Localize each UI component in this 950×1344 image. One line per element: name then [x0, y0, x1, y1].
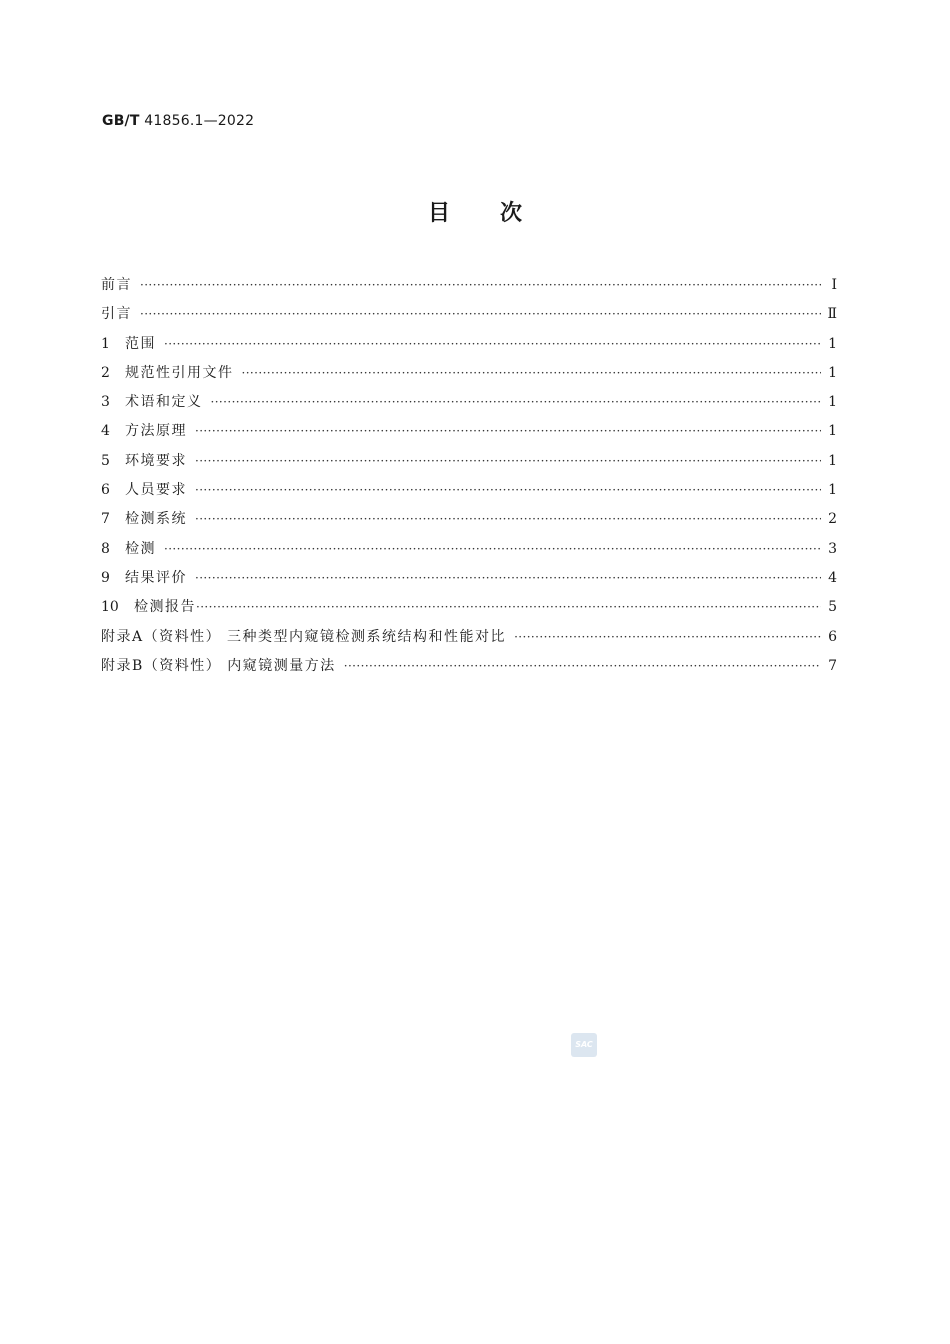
toc-item-report[interactable]: [101, 595, 837, 624]
toc-item-page: 6: [828, 628, 837, 645]
toc-item-number: 6: [101, 482, 110, 499]
page-title: 目次: [427, 201, 572, 226]
toc-item-annex-b[interactable]: [101, 654, 837, 683]
toc-item-normative-references[interactable]: [101, 361, 837, 390]
toc-item-page: Ⅰ: [831, 277, 837, 293]
toc-item-personnel[interactable]: [101, 478, 837, 507]
toc-item-text: 前言: [101, 277, 132, 293]
toc-item-number: 2: [101, 364, 110, 381]
toc-leader-dots: [164, 537, 821, 561]
toc-item-number: 3: [101, 394, 110, 411]
toc-item-number: 7: [101, 511, 110, 528]
watermark-text: SAC: [575, 1040, 593, 1049]
toc-item-page: 1: [828, 335, 837, 352]
toc-item-page: 1: [828, 482, 837, 499]
toc-item-foreword[interactable]: [101, 273, 837, 302]
toc-item-text: 检测系统: [125, 511, 187, 528]
toc-item-page: 1: [828, 394, 837, 411]
toc-item-inspection-system[interactable]: [101, 507, 837, 536]
toc-item-page: 5: [828, 599, 837, 616]
toc-item-text: 检测报告: [134, 599, 196, 616]
toc-item-scope[interactable]: [101, 332, 837, 361]
toc-item-text: 附录A（资料性） 三种类型内窥镜检测系统结构和性能对比: [101, 628, 507, 645]
toc-leader-dots: [514, 625, 821, 649]
toc-item-page: 2: [828, 511, 837, 528]
toc-leader-dots: [195, 478, 821, 502]
toc-leader-dots: [164, 332, 821, 356]
toc-item-introduction[interactable]: [101, 302, 837, 331]
sac-watermark-logo: [571, 1033, 597, 1057]
toc-item-page: 7: [828, 657, 837, 674]
toc-item-text: 引言: [101, 306, 132, 323]
standard-code: [102, 113, 254, 129]
toc-leader-dots: [211, 390, 822, 414]
standard-number: 41856.1—2022: [144, 113, 255, 129]
toc-item-text: 检测: [125, 540, 156, 557]
toc-item-text: 人员要求: [125, 482, 187, 499]
toc-item-number: 1: [101, 335, 110, 352]
toc-leader-dots: [195, 449, 821, 473]
toc-leader-dots: [196, 595, 821, 619]
toc-item-number: 9: [101, 569, 110, 586]
toc-item-number: 5: [101, 452, 110, 469]
toc-item-text: 范围: [125, 335, 156, 352]
table-of-contents: [101, 273, 837, 683]
toc-item-page: Ⅱ: [827, 306, 837, 323]
toc-item-environment[interactable]: [101, 449, 837, 478]
toc-leader-dots: [140, 273, 821, 297]
toc-item-number: 10: [101, 599, 119, 616]
toc-item-text: 附录B（资料性） 内窥镜测量方法: [101, 657, 336, 674]
toc-item-page: 1: [828, 364, 837, 381]
toc-item-evaluation[interactable]: [101, 566, 837, 595]
toc-item-annex-a[interactable]: [101, 625, 837, 654]
toc-item-number: 4: [101, 423, 110, 440]
toc-item-text: 术语和定义: [125, 394, 203, 411]
toc-item-method-principle[interactable]: [101, 419, 837, 448]
toc-item-terms-definitions[interactable]: [101, 390, 837, 419]
standard-prefix: GB/T: [102, 113, 140, 129]
toc-item-text: 方法原理: [125, 423, 187, 440]
toc-item-text: 规范性引用文件: [125, 364, 234, 381]
toc-item-number: 8: [101, 540, 110, 557]
toc-item-page: 1: [828, 452, 837, 469]
toc-item-page: 1: [828, 423, 837, 440]
toc-item-page: 4: [828, 569, 837, 586]
toc-item-text: 环境要求: [125, 452, 187, 469]
toc-item-inspection[interactable]: [101, 537, 837, 566]
toc-item-page: 3: [828, 540, 837, 557]
toc-leader-dots: [140, 302, 821, 326]
toc-leader-dots: [344, 654, 821, 678]
toc-leader-dots: [242, 361, 822, 385]
toc-leader-dots: [195, 419, 821, 443]
toc-leader-dots: [195, 507, 821, 531]
toc-leader-dots: [195, 566, 821, 590]
toc-item-text: 结果评价: [125, 569, 187, 586]
